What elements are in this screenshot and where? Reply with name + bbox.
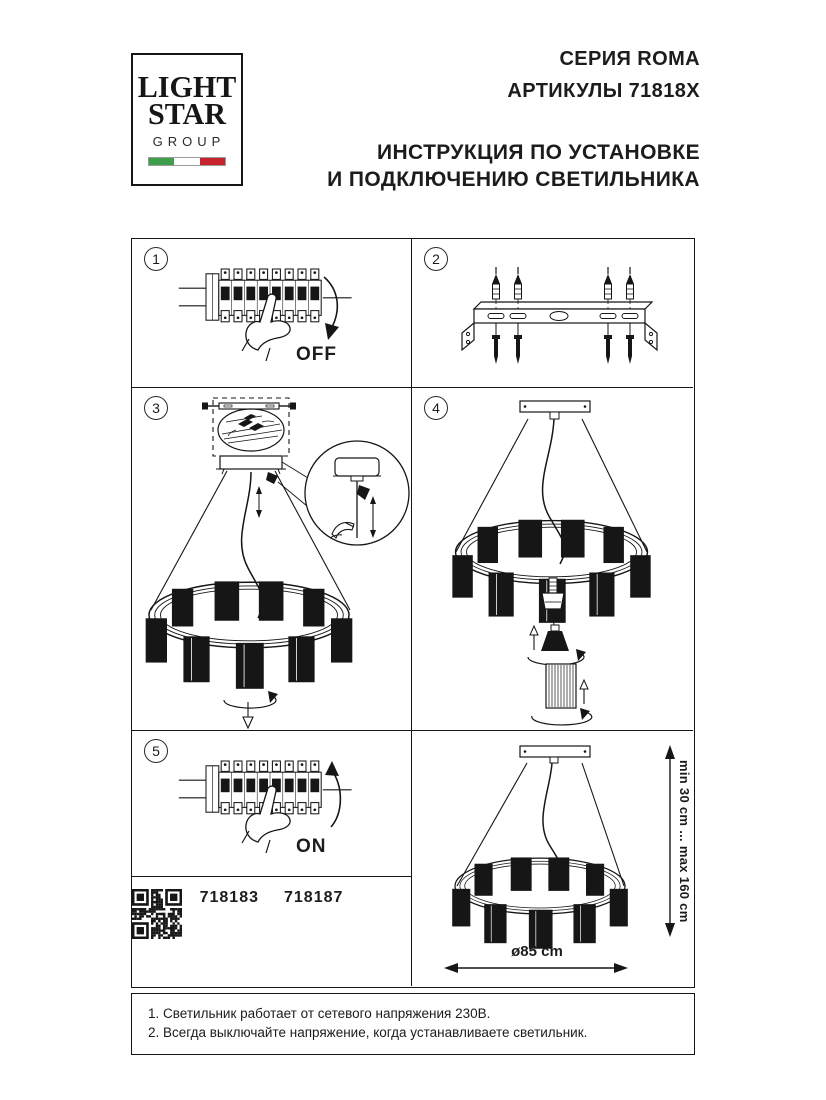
step-1-panel [132,239,412,388]
series-title: СЕРИЯ ROMA [559,48,700,70]
lightstar-logo [131,53,243,186]
shade-installation-illustration [412,388,693,729]
off-label: OFF [296,344,337,365]
qr-item [200,889,259,913]
qr-code [132,889,182,939]
logo-word-group: GROUP [152,134,226,149]
doc-title-line1: ИНСТРУКЦИЯ ПО УСТАНОВКЕ [376,141,700,164]
italian-flag-bar [148,157,226,166]
logo-word-light: LIGHT [137,69,237,104]
note-line: 2. Всегда выключайте напряжение, когда устанавливаете светильник. [148,1025,588,1040]
height-range-label: min 30 cm ... max 160 cm [677,759,692,923]
step-3-panel [132,388,412,731]
header [327,48,700,193]
step-5-number: 5 [144,739,168,763]
chandelier-hanging-illustration [132,388,410,729]
diameter-label: ø85 cm [511,943,563,960]
step-4-panel [412,388,693,731]
step-1-number: 1 [144,247,168,271]
articles-title: АРТИКУЛЫ 71818X [507,80,700,102]
step-3-number: 3 [144,396,168,420]
logo-word-star: STAR [148,96,226,131]
doc-title-line2: И ПОДКЛЮЧЕНИЮ СВЕТИЛЬНИКА [327,168,700,191]
article-number: 718187 [284,889,344,906]
safety-notes [131,993,695,1055]
qr-section [132,877,412,986]
qr-item [284,889,343,913]
steps-grid [131,238,695,988]
note-line: 1. Светильник работает от сетевого напряжения 230В. [148,1006,491,1021]
breaker-off-illustration [132,239,410,386]
step-2-panel [412,239,693,388]
breaker-on-illustration [132,731,410,875]
step-2-number: 2 [424,247,448,271]
dimensions-panel [412,731,693,986]
on-label: ON [296,836,327,857]
step-5-panel [132,731,412,877]
mounting-bracket-illustration [412,239,693,386]
article-number: 718183 [199,889,259,906]
step-4-number: 4 [424,396,448,420]
